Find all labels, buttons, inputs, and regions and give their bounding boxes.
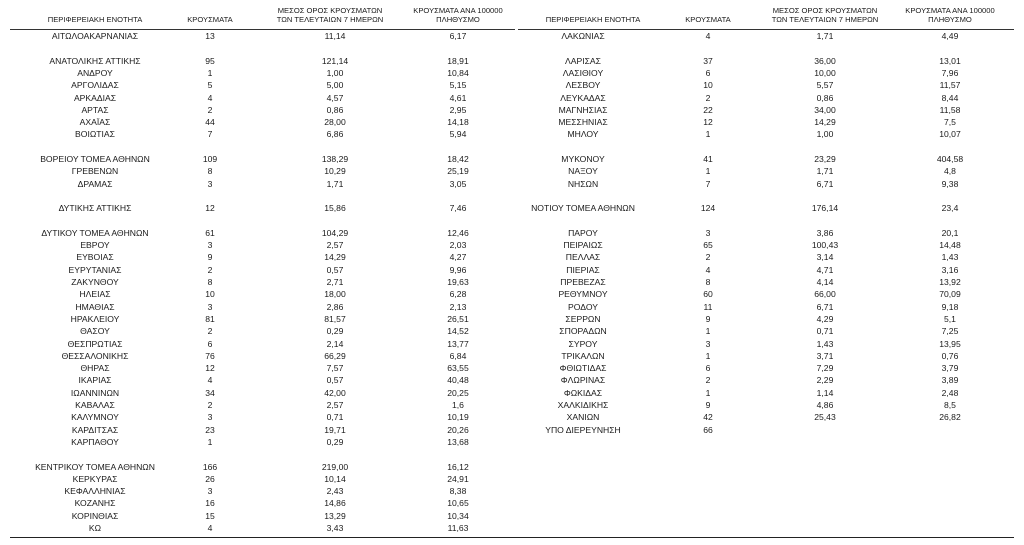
right-avg7-value: 34,00 — [814, 104, 836, 115]
left-per100k-value: 16,12 — [447, 461, 469, 472]
left-avg7-value: 14,29 — [324, 252, 346, 263]
right-cases-value: 22 — [703, 104, 713, 115]
right-region-name: ΠΙΕΡΙΑΣ — [566, 264, 600, 275]
left-region-name: ΚΑΒΑΛΑΣ — [75, 400, 115, 410]
right-avg7-value: 3,86 — [816, 227, 834, 238]
left-per100k-value: 14,18 — [447, 117, 469, 128]
left-avg7-value: 42,00 — [324, 387, 346, 398]
left-per100k-value: 10,19 — [447, 412, 469, 423]
left-region-name: ΑΙΤΩΛΟΑΚΑΡΝΑΝΙΑΣ — [51, 31, 139, 41]
right-avg7-value: 7,29 — [816, 363, 834, 374]
header-cases-left: ΚΡΟΥΣΜΑΤΑ — [187, 15, 233, 24]
left-cases-value: 13 — [205, 31, 215, 41]
left-cases-value: 8 — [207, 166, 213, 177]
left-per100k-value: 2,95 — [449, 104, 467, 115]
left-avg7-value: 0,29 — [326, 436, 344, 447]
left-per100k-value: 3,05 — [449, 178, 467, 189]
right-cases-value: 3 — [705, 227, 711, 238]
left-region-name: ΚΕΡΚΥΡΑΣ — [72, 473, 118, 484]
left-per100k-value: 63,55 — [447, 363, 469, 374]
right-region-name: ΜΗΛΟΥ — [567, 129, 599, 140]
left-per100k-value: 9,96 — [449, 264, 467, 275]
left-avg7-value: 104,29 — [321, 227, 349, 238]
left-cases-value: 81 — [205, 313, 215, 324]
right-cases-value: 2 — [705, 252, 711, 263]
left-avg7-value: 0,57 — [326, 375, 344, 386]
left-avg7-value: 5,00 — [326, 80, 344, 91]
right-region-name: ΥΠΟ ΔΙΕΡΕΥΝΗΣΗ — [545, 424, 621, 435]
right-region-name: ΧΑΝΙΩΝ — [566, 412, 600, 423]
right-avg7-value: 4,29 — [816, 313, 834, 324]
right-region-name: ΝΗΣΩΝ — [567, 178, 599, 189]
header-per100k-left-line1: ΚΡΟΥΣΜΑΤΑ ΑΝΑ 100000 — [413, 6, 503, 15]
header-avg7-right-line2: ΤΩΝ ΤΕΛΕΥΤΑΙΩΝ 7 ΗΜΕΡΩΝ — [771, 15, 879, 24]
left-cases-value: 3 — [207, 412, 213, 423]
left-cases-value: 95 — [205, 55, 215, 66]
left-region-name: ΚΩ — [88, 523, 102, 533]
left-region-name: ΓΡΕΒΕΝΩΝ — [71, 166, 119, 177]
left-region-name: ΑΡΚΑΔΙΑΣ — [73, 92, 117, 103]
left-region-name: ΘΑΣΟΥ — [80, 326, 110, 337]
right-region-name: ΣΕΡΡΩΝ — [565, 313, 601, 324]
right-cases-value: 4 — [705, 31, 711, 41]
right-cases-value: 1 — [705, 350, 711, 361]
right-per100k-value: 13,95 — [939, 338, 961, 349]
right-region-name: ΜΑΓΝΗΣΙΑΣ — [558, 104, 608, 115]
left-per100k-value: 10,84 — [447, 67, 469, 78]
left-cases-value: 3 — [207, 486, 213, 497]
left-cases-value: 5 — [207, 80, 213, 91]
right-avg7-value: 1,71 — [816, 31, 834, 41]
right-region-name: ΡΕΘΥΜΝΟΥ — [558, 289, 608, 300]
left-region-name: ΔΥΤΙΚΗΣ ΑΤΤΙΚΗΣ — [58, 203, 132, 214]
right-cases-value: 9 — [705, 313, 711, 324]
right-avg7-value: 10,00 — [814, 67, 836, 78]
left-cases-value: 10 — [205, 289, 215, 300]
left-per100k-value: 5,15 — [449, 80, 467, 91]
left-cases-value: 8 — [207, 277, 213, 287]
right-per100k-value: 13,01 — [939, 55, 961, 66]
left-avg7-value: 18,00 — [324, 289, 346, 300]
left-per100k-value: 1,6 — [452, 400, 464, 410]
right-cases-value: 1 — [705, 326, 711, 337]
right-per100k-value: 26,82 — [939, 412, 961, 423]
right-region-name: ΛΑΚΩΝΙΑΣ — [561, 31, 605, 41]
right-cases-value: 41 — [703, 154, 713, 164]
header-region-left: ΠΕΡΙΦΕΡΕΙΑΚΗ ΕΝΟΤΗΤΑ — [47, 15, 143, 24]
left-cases-value: 4 — [207, 375, 213, 386]
left-per100k-value: 2,03 — [449, 240, 467, 251]
left-avg7-value: 2,43 — [326, 486, 344, 497]
left-per100k-value: 10,34 — [447, 510, 469, 521]
left-avg7-value: 2,71 — [326, 277, 344, 287]
left-region-name: ΘΕΣΠΡΩΤΙΑΣ — [67, 338, 123, 349]
right-region-name: ΛΕΣΒΟΥ — [565, 80, 601, 91]
table-bottom-border — [10, 537, 1014, 538]
right-region-name: ΝΑΞΟΥ — [568, 166, 598, 177]
left-per100k-value: 12,46 — [447, 227, 469, 238]
right-region-name: ΜΕΣΣΗΝΙΑΣ — [558, 117, 608, 128]
right-per100k-value: 11,58 — [939, 104, 961, 115]
left-region-name: ΗΜΑΘΙΑΣ — [75, 301, 115, 312]
right-cases-value: 42 — [703, 412, 713, 423]
left-avg7-value: 15,86 — [324, 203, 346, 214]
right-region-name: ΧΑΛΚΙΔΙΚΗΣ — [557, 400, 609, 410]
left-per100k-value: 26,51 — [447, 313, 469, 324]
left-avg7-value: 11,14 — [324, 31, 346, 41]
left-avg7-value: 2,57 — [326, 240, 344, 251]
left-region-name: ΘΗΡΑΣ — [80, 363, 110, 374]
right-avg7-value: 4,71 — [816, 264, 834, 275]
left-per100k-value: 24,91 — [447, 473, 469, 484]
left-avg7-value: 121,14 — [321, 55, 349, 66]
left-avg7-value: 2,14 — [326, 338, 344, 349]
right-per100k-value: 70,09 — [939, 289, 961, 300]
left-region-name: ΑΝΑΤΟΛΙΚΗΣ ΑΤΤΙΚΗΣ — [49, 55, 141, 66]
right-cases-value: 11 — [703, 301, 713, 312]
right-per100k-value: 2,48 — [941, 387, 959, 398]
left-region-name: ΒΟΙΩΤΙΑΣ — [75, 129, 115, 140]
header-avg7-left-line1: ΜΕΣΟΣ ΟΡΟΣ ΚΡΟΥΣΜΑΤΩΝ — [277, 6, 383, 15]
left-cases-value: 3 — [207, 178, 213, 189]
right-avg7-value: 1,00 — [816, 129, 834, 140]
left-per100k-value: 6,28 — [449, 289, 467, 300]
right-avg7-value: 25,43 — [814, 412, 836, 423]
right-avg7-value: 66,00 — [814, 289, 836, 300]
right-cases-value: 1 — [705, 387, 711, 398]
left-per100k-value: 4,61 — [449, 92, 467, 103]
right-avg7-value: 23,29 — [814, 154, 836, 164]
right-cases-value: 65 — [703, 240, 713, 251]
left-avg7-value: 1,00 — [326, 67, 344, 78]
left-cases-value: 166 — [202, 461, 218, 472]
header-per100k-right-line2: ΠΛΗΘΥΣΜΟ — [928, 15, 972, 24]
right-avg7-value: 6,71 — [816, 301, 834, 312]
header-per100k-right — [890, 6, 1010, 24]
left-avg7-value: 7,57 — [326, 363, 344, 374]
right-per100k-value: 3,16 — [941, 264, 959, 275]
left-per100k-value: 4,27 — [449, 252, 467, 263]
left-region-name: ΗΡΑΚΛΕΙΟΥ — [70, 313, 120, 324]
left-avg7-value: 0,71 — [326, 412, 344, 423]
left-avg7-value: 4,57 — [326, 92, 344, 103]
left-per100k-value: 2,13 — [449, 301, 467, 312]
left-per100k-value: 19,63 — [447, 277, 469, 287]
right-avg7-value: 4,14 — [816, 277, 834, 287]
right-cases-value: 37 — [703, 55, 713, 66]
left-avg7-value: 2,57 — [326, 400, 344, 410]
right-avg7-value: 5,57 — [816, 80, 834, 91]
left-cases-value: 2 — [207, 400, 213, 410]
right-avg7-value: 3,14 — [816, 252, 834, 263]
left-per100k-value: 18,91 — [447, 55, 469, 66]
right-cases-value: 4 — [705, 264, 711, 275]
right-per100k-value: 5,1 — [944, 313, 956, 324]
left-cases-value: 15 — [205, 510, 215, 521]
left-cases-value: 26 — [205, 473, 215, 484]
right-cases-value: 6 — [705, 363, 711, 374]
right-region-name: ΠΕΛΛΑΣ — [565, 252, 601, 263]
left-avg7-value: 10,29 — [324, 166, 346, 177]
right-per100k-value: 7,5 — [944, 117, 956, 128]
right-region-name: ΛΑΡΙΣΑΣ — [565, 55, 601, 66]
right-avg7-value: 1,43 — [816, 338, 834, 349]
left-per100k-value: 20,25 — [447, 387, 469, 398]
right-avg7-value: 0,86 — [816, 92, 834, 103]
left-per100k-value: 14,52 — [447, 326, 469, 337]
left-per100k-value: 6,84 — [449, 350, 467, 361]
right-region-name: ΛΑΣΙΘΙΟΥ — [562, 67, 604, 78]
left-cases-value: 1 — [207, 67, 213, 78]
left-region-name: ΘΕΣΣΑΛΟΝΙΚΗΣ — [61, 350, 129, 361]
left-avg7-value: 219,00 — [321, 461, 349, 472]
header-underline-left — [10, 29, 515, 30]
left-cases-value: 2 — [207, 264, 213, 275]
right-region-name: ΜΥΚΟΝΟΥ — [561, 154, 605, 164]
left-cases-value: 9 — [207, 252, 213, 263]
right-per100k-value: 8,5 — [944, 400, 956, 410]
left-per100k-value: 13,68 — [447, 436, 469, 447]
header-per100k-left-line2: ΠΛΗΘΥΣΜΟ — [436, 15, 480, 24]
right-per100k-value: 1,43 — [941, 252, 959, 263]
right-cases-value: 7 — [705, 178, 711, 189]
left-region-name: ΚΑΛΥΜΝΟΥ — [71, 412, 119, 423]
right-per100k-value: 14,48 — [939, 240, 961, 251]
left-per100k-value: 8,38 — [449, 486, 467, 497]
header-avg7-right-line1: ΜΕΣΟΣ ΟΡΟΣ ΚΡΟΥΣΜΑΤΩΝ — [772, 6, 878, 15]
right-region-name: ΠΕΙΡΑΙΩΣ — [563, 240, 603, 251]
left-region-name: ΒΟΡΕΙΟΥ ΤΟΜΕΑ ΑΘΗΝΩΝ — [40, 154, 150, 164]
right-cases-value: 1 — [705, 166, 711, 177]
left-cases-value: 4 — [207, 523, 213, 533]
left-cases-value: 12 — [205, 363, 215, 374]
left-avg7-value: 1,71 — [326, 178, 344, 189]
left-region-name: ΚΑΡΠΑΘΟΥ — [71, 436, 119, 447]
left-per100k-value: 20,26 — [447, 424, 469, 435]
left-avg7-value: 0,86 — [326, 104, 344, 115]
right-per100k-value: 9,18 — [941, 301, 959, 312]
header-avg7-right — [770, 6, 880, 24]
left-per100k-value: 5,94 — [449, 129, 467, 140]
left-cases-value: 44 — [205, 117, 215, 128]
left-per100k-value: 10,65 — [447, 498, 469, 509]
left-region-name: ΚΟΖΑΝΗΣ — [74, 498, 116, 509]
left-cases-value: 4 — [207, 92, 213, 103]
left-per100k-value: 11,63 — [447, 523, 469, 533]
right-per100k-value: 3,89 — [941, 375, 959, 386]
right-region-name: ΛΕΥΚΑΔΑΣ — [560, 92, 606, 103]
left-region-name: ΚΟΡΙΝΘΙΑΣ — [71, 510, 119, 521]
right-region-name: ΦΛΩΡΙΝΑΣ — [560, 375, 606, 386]
right-avg7-value: 36,00 — [814, 55, 836, 66]
right-avg7-value: 100,43 — [811, 240, 839, 251]
left-cases-value: 76 — [205, 350, 215, 361]
right-avg7-value: 1,71 — [816, 166, 834, 177]
left-region-name: ΑΝΔΡΟΥ — [77, 67, 113, 78]
right-avg7-value: 6,71 — [816, 178, 834, 189]
left-cases-value: 109 — [202, 154, 218, 164]
right-region-name: ΣΠΟΡΑΔΩΝ — [559, 326, 607, 337]
right-avg7-value: 14,29 — [814, 117, 836, 128]
right-per100k-value: 8,44 — [941, 92, 959, 103]
right-per100k-value: 0,76 — [941, 350, 959, 361]
right-per100k-value: 7,25 — [941, 326, 959, 337]
left-per100k-value: 13,77 — [447, 338, 469, 349]
header-cases-right: ΚΡΟΥΣΜΑΤΑ — [685, 15, 731, 24]
right-region-name: ΝΟΤΙΟΥ ΤΟΜΕΑ ΑΘΗΝΩΝ — [531, 203, 635, 214]
right-avg7-value: 176,14 — [811, 203, 839, 214]
right-avg7-value: 2,29 — [816, 375, 834, 386]
right-cases-value: 2 — [705, 92, 711, 103]
right-region-name: ΠΑΡΟΥ — [568, 227, 598, 238]
left-per100k-value: 40,48 — [447, 375, 469, 386]
left-cases-value: 2 — [207, 104, 213, 115]
right-per100k-value: 10,07 — [939, 129, 961, 140]
right-cases-value: 8 — [705, 277, 711, 287]
left-cases-value: 6 — [207, 338, 213, 349]
left-avg7-value: 6,86 — [326, 129, 344, 140]
header-region-right: ΠΕΡΙΦΕΡΕΙΑΚΗ ΕΝΟΤΗΤΑ — [545, 15, 641, 24]
left-region-name: ΑΡΓΟΛΙΔΑΣ — [71, 80, 119, 91]
right-cases-value: 10 — [703, 80, 713, 91]
left-avg7-value: 81,57 — [324, 313, 346, 324]
left-avg7-value: 0,29 — [326, 326, 344, 337]
left-avg7-value: 66,29 — [324, 350, 346, 361]
left-per100k-value: 18,42 — [447, 154, 469, 164]
left-avg7-value: 28,00 — [324, 117, 346, 128]
left-region-name: ΔΥΤΙΚΟΥ ΤΟΜΕΑ ΑΘΗΝΩΝ — [41, 227, 149, 238]
header-underline-right — [518, 29, 1014, 30]
right-avg7-value: 1,14 — [816, 387, 834, 398]
left-region-name: ΕΒΡΟΥ — [80, 240, 110, 251]
right-cases-value: 2 — [705, 375, 711, 386]
left-cases-value: 3 — [207, 240, 213, 251]
right-per100k-value: 7,96 — [941, 67, 959, 78]
right-cases-value: 12 — [703, 117, 713, 128]
left-region-name: ΗΛΕΙΑΣ — [79, 289, 111, 300]
left-region-name: ΙΚΑΡΙΑΣ — [78, 375, 112, 386]
right-cases-value: 3 — [705, 338, 711, 349]
left-avg7-value: 13,29 — [324, 510, 346, 521]
left-cases-value: 7 — [207, 129, 213, 140]
right-cases-value: 1 — [705, 129, 711, 140]
right-per100k-value: 13,92 — [939, 277, 961, 287]
right-region-name: ΤΡΙΚΑΛΩΝ — [561, 350, 605, 361]
right-avg7-value: 4,86 — [816, 400, 834, 410]
left-region-name: ΚΑΡΔΙΤΣΑΣ — [71, 424, 119, 435]
header-avg7-left — [275, 6, 385, 24]
left-cases-value: 3 — [207, 301, 213, 312]
right-per100k-value: 9,38 — [941, 178, 959, 189]
right-avg7-value: 3,71 — [816, 350, 834, 361]
left-avg7-value: 10,14 — [324, 473, 346, 484]
left-region-name: ΑΧΑΪΑΣ — [79, 117, 111, 128]
left-cases-value: 61 — [205, 227, 215, 238]
left-avg7-value: 138,29 — [321, 154, 349, 164]
header-avg7-left-line2: ΤΩΝ ΤΕΛΕΥΤΑΙΩΝ 7 ΗΜΕΡΩΝ — [276, 15, 384, 24]
left-avg7-value: 0,57 — [326, 264, 344, 275]
right-cases-value: 6 — [705, 67, 711, 78]
left-region-name: ΕΥΡΥΤΑΝΙΑΣ — [68, 264, 122, 275]
left-region-name: ΔΡΑΜΑΣ — [77, 178, 113, 189]
left-per100k-value: 7,46 — [449, 203, 467, 214]
left-avg7-value: 2,86 — [326, 301, 344, 312]
header-per100k-left — [398, 6, 518, 24]
right-region-name: ΠΡΕΒΕΖΑΣ — [560, 277, 606, 287]
header-per100k-right-line1: ΚΡΟΥΣΜΑΤΑ ΑΝΑ 100000 — [905, 6, 995, 15]
right-per100k-value: 4,8 — [944, 166, 956, 177]
right-per100k-value: 23,4 — [941, 203, 959, 214]
left-region-name: ΑΡΤΑΣ — [81, 104, 109, 115]
right-region-name: ΦΘΙΩΤΙΔΑΣ — [559, 363, 607, 374]
right-cases-value: 124 — [700, 203, 716, 214]
left-avg7-value: 14,86 — [324, 498, 346, 509]
right-avg7-value: 0,71 — [816, 326, 834, 337]
right-region-name: ΣΥΡΟΥ — [568, 338, 598, 349]
left-region-name: ΖΑΚΥΝΘΟΥ — [71, 277, 119, 287]
right-cases-value: 60 — [703, 289, 713, 300]
right-region-name: ΡΟΔΟΥ — [568, 301, 598, 312]
left-cases-value: 2 — [207, 326, 213, 337]
left-cases-value: 23 — [205, 424, 215, 435]
right-region-name: ΦΩΚΙΔΑΣ — [563, 387, 603, 398]
left-region-name: ΚΕΦΑΛΛΗΝΙΑΣ — [64, 486, 126, 497]
left-per100k-value: 25,19 — [447, 166, 469, 177]
left-cases-value: 12 — [205, 203, 215, 214]
left-avg7-value: 19,71 — [324, 424, 346, 435]
left-cases-value: 34 — [205, 387, 215, 398]
right-per100k-value: 4,49 — [941, 31, 959, 41]
right-per100k-value: 11,57 — [939, 80, 961, 91]
left-per100k-value: 6,17 — [449, 31, 467, 41]
right-per100k-value: 20,1 — [941, 227, 959, 238]
left-region-name: ΙΩΑΝΝΙΝΩΝ — [70, 387, 120, 398]
left-cases-value: 16 — [205, 498, 215, 509]
left-cases-value: 1 — [207, 436, 213, 447]
left-avg7-value: 3,43 — [326, 523, 344, 533]
left-region-name: ΚΕΝΤΡΙΚΟΥ ΤΟΜΕΑ ΑΘΗΝΩΝ — [35, 461, 155, 472]
right-cases-value: 9 — [705, 400, 711, 410]
right-per100k-value: 3,79 — [941, 363, 959, 374]
right-cases-value: 66 — [703, 424, 713, 435]
left-region-name: ΕΥΒΟΙΑΣ — [76, 252, 114, 263]
right-per100k-value: 404,58 — [936, 154, 964, 164]
